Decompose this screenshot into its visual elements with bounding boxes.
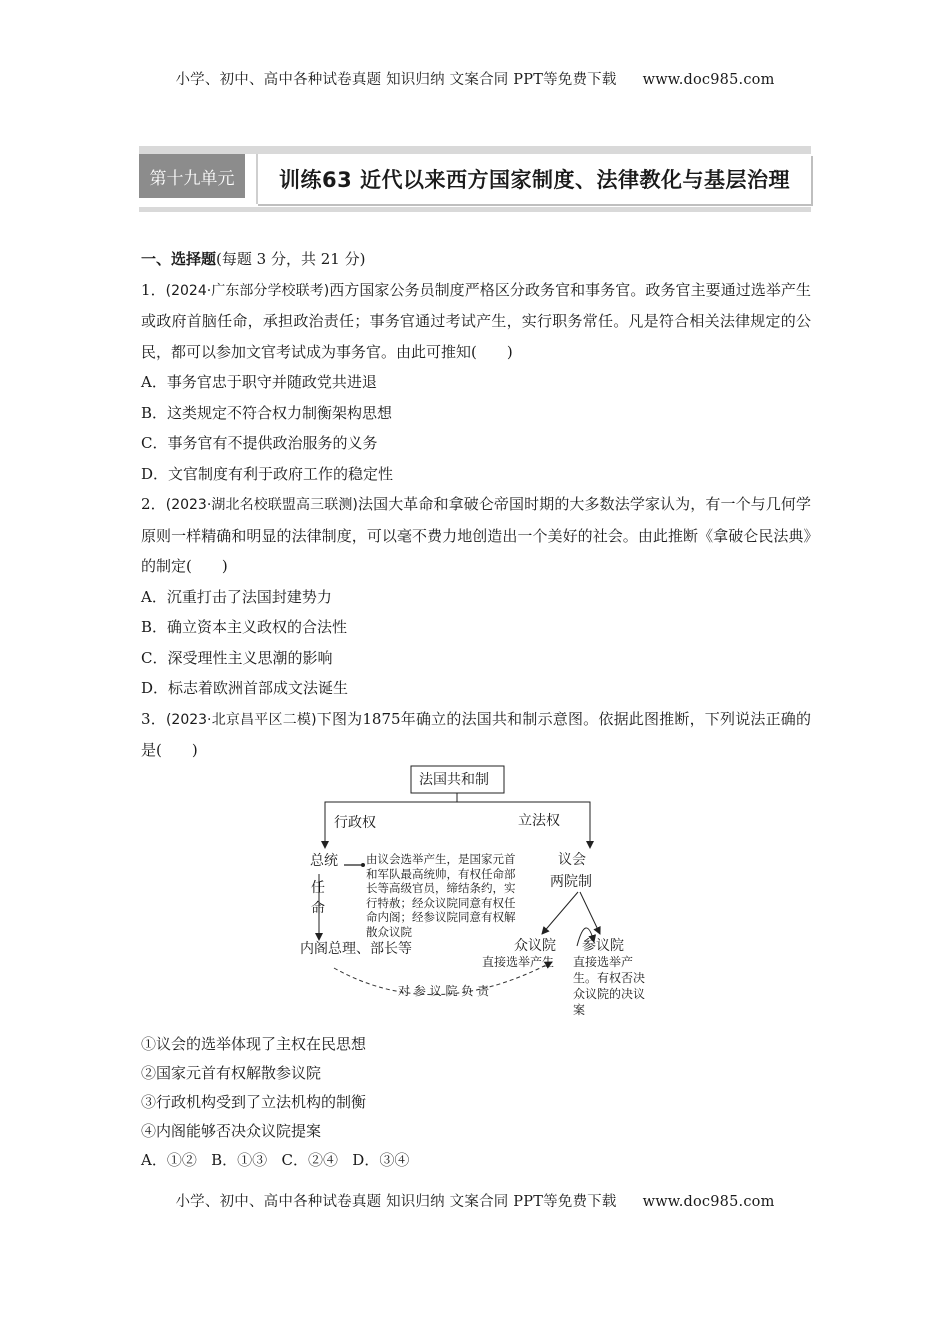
banner-bottom-stripe bbox=[139, 207, 811, 212]
president-label: 总统 bbox=[310, 853, 338, 869]
section-heading bbox=[141, 244, 811, 275]
q3-statements bbox=[141, 1030, 811, 1175]
q3-statement-3: ③行政机构受到了立法机构的制衡 bbox=[141, 1093, 367, 1111]
question-content bbox=[141, 244, 811, 766]
q3-option-a: A．①② bbox=[141, 1151, 197, 1169]
q1-option-d: D．文官制度有利于政府工作的稳定性 bbox=[141, 464, 394, 483]
q3-option-b: B．①③ bbox=[211, 1151, 268, 1169]
page-header bbox=[0, 68, 950, 89]
appoint-label: 任命 bbox=[311, 880, 325, 917]
responsible-label: 对 参 议 院 负 责 bbox=[398, 984, 490, 998]
q1-option-c: C．事务官有不提供政治服务的义务 bbox=[141, 434, 378, 452]
chamber-description: 直接选举产生 bbox=[482, 955, 555, 969]
q3-statement-4: ④内阁能够否决众议院提案 bbox=[141, 1122, 322, 1140]
q2-text: 法国大革命和拿破仑帝国时期的大多数法学家认为，有一个与几何学原则一样精确和明显的法律制度，可以毫不费力地创造出一个美好的社会。由此推断《拿破仑民法典》的制定( ) bbox=[141, 495, 811, 575]
section-title: 一、选择题 bbox=[141, 250, 217, 268]
q2-number: 2． bbox=[141, 495, 166, 513]
q1-source: (2024·广东部分学校联考) bbox=[165, 282, 330, 299]
bicameral-label: 两院制 bbox=[550, 874, 592, 890]
chamber-label: 众议院 bbox=[514, 938, 556, 954]
senate-description: 直接选举产生。有权否决众议院的决议案 bbox=[573, 955, 646, 1017]
q2-source: (2023·湖北名校联盟高三联测) bbox=[165, 497, 358, 513]
q2-option-c: C．深受理性主义思潮的影响 bbox=[141, 648, 333, 667]
q2-option-d: D．标志着欧洲首部成文法诞生 bbox=[141, 679, 349, 697]
footer-url[interactable]: www.doc985.com bbox=[642, 1194, 775, 1210]
question-1-stem bbox=[141, 275, 811, 368]
senate-label: 参议院 bbox=[582, 938, 624, 954]
q1-option-a: A．事务官忠于职守并随政党共进退 bbox=[141, 373, 377, 391]
q3-statement-1: ①议会的选举体现了主权在民思想 bbox=[141, 1035, 367, 1053]
q3-statement-2: ②国家元首有权解散参议院 bbox=[141, 1064, 322, 1082]
exec-power-label: 行政权 bbox=[334, 815, 376, 831]
republic-diagram bbox=[294, 762, 666, 1034]
q1-text: 西方国家公务员制度严格区分政务官和事务官。政务官主要通过选举产生或政府首脑任命，承担政治责任；事务官通过考试产生，实行职务常任。凡是符合相关法律规定的公民，都可以参加文官考试成为事务官。由此可推知( ) bbox=[141, 280, 811, 361]
footer-text: 小学、初中、高中各种试卷真题 知识归纳 文案合同 PPT等免费下载 bbox=[175, 1194, 617, 1210]
q3-text: 下图为1875年确立的法国共和制示意图。依据此图推断，下列说法正确的是( ) bbox=[141, 709, 811, 759]
q1-number: 1． bbox=[141, 280, 166, 299]
page-title: 训练63 近代以来西方国家制度、法律教化与基层治理 bbox=[279, 168, 791, 192]
president-description: 由议会选举产生，是国家元首和军队最高统帅，有权任命部长等高级官员，缔结条约，实行特赦；经众议院同意有权任命内阁；经参议院同意有权解散众议院 bbox=[366, 852, 516, 939]
unit-banner bbox=[139, 146, 811, 212]
q3-option-c: C．②④ bbox=[281, 1151, 338, 1169]
section-points: (每题 3 分，共 21 分) bbox=[216, 250, 366, 268]
header-url[interactable]: www.doc985.com bbox=[642, 72, 775, 88]
q3-option-d: D．③④ bbox=[352, 1151, 410, 1169]
unit-label: 第十九单元 bbox=[139, 154, 245, 198]
header-text: 小学、初中、高中各种试卷真题 知识归纳 文案合同 PPT等免费下载 bbox=[175, 72, 617, 88]
page-footer bbox=[0, 1190, 950, 1211]
root-label: 法国共和制 bbox=[419, 772, 489, 788]
q2-option-a: A．沉重打击了法国封建势力 bbox=[141, 587, 332, 606]
cabinet-label: 内阁总理、部长等 bbox=[300, 941, 412, 957]
q3-options bbox=[141, 1146, 811, 1175]
q1-option-b: B．这类规定不符合权力制衡架构思想 bbox=[141, 403, 393, 422]
q3-number: 3． bbox=[141, 709, 166, 728]
q3-source: (2023·北京昌平区二模) bbox=[165, 711, 317, 728]
banner-top-stripe bbox=[139, 146, 811, 154]
legis-power-label: 立法权 bbox=[518, 813, 560, 829]
question-2-stem bbox=[141, 489, 811, 582]
q2-option-b: B．确立资本主义政权的合法性 bbox=[141, 618, 348, 636]
parliament-label: 议会 bbox=[558, 852, 586, 868]
question-3-stem bbox=[141, 704, 811, 766]
